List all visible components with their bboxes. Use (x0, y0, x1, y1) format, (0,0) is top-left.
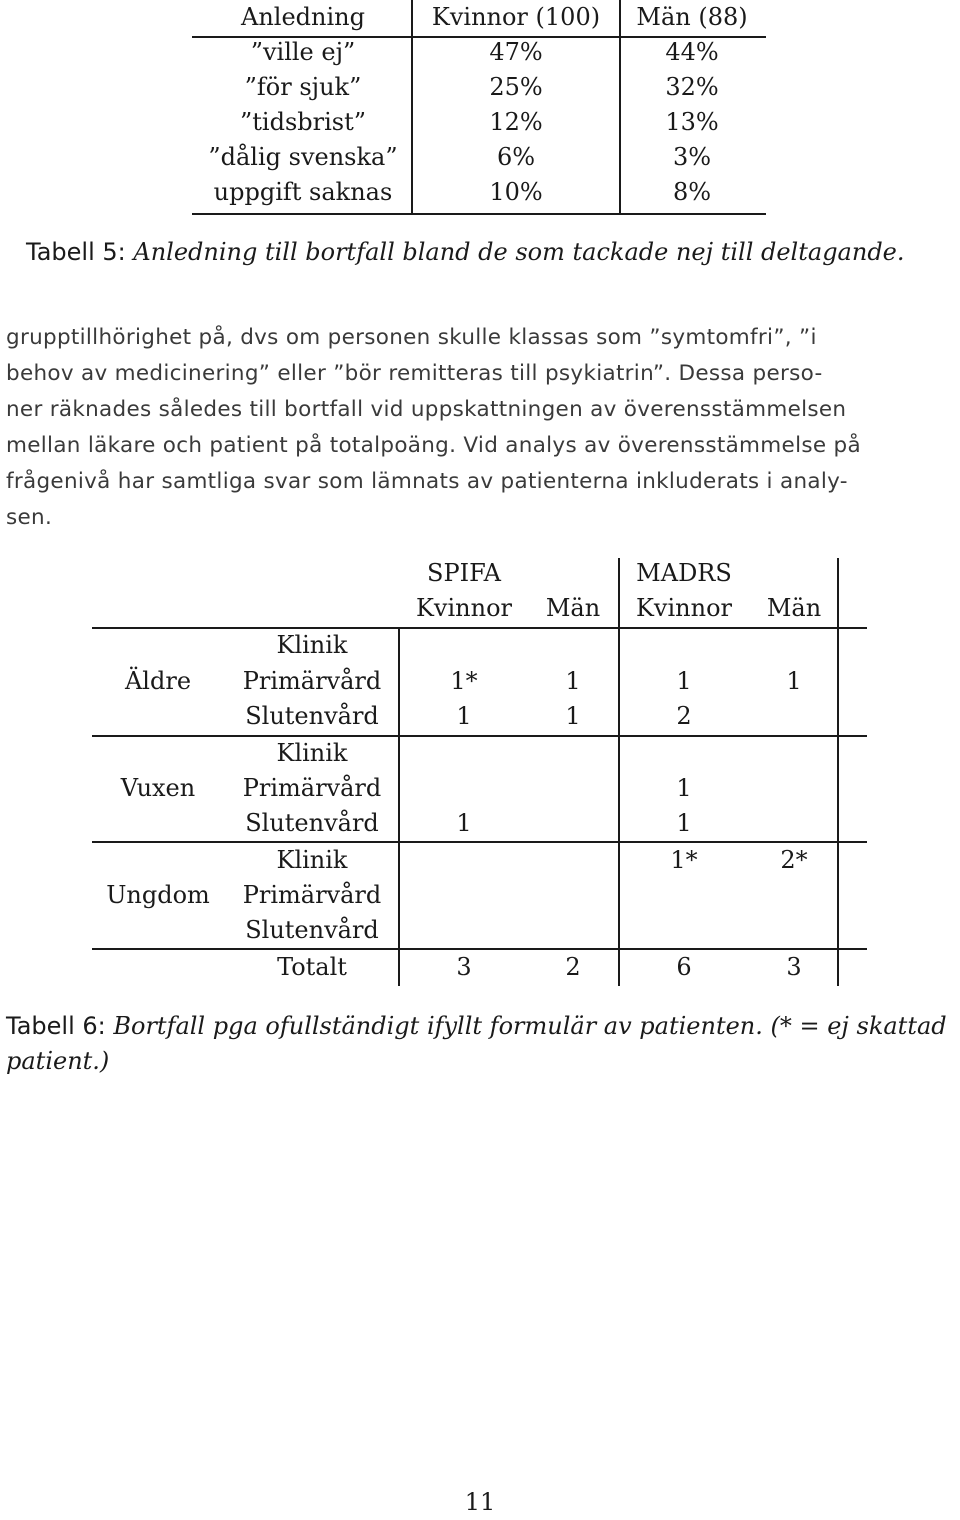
table-header-men: Män (88) (636, 3, 748, 31)
caption-text: Anledning till bortfall bland de som tackade nej till deltagande. (133, 238, 905, 266)
table-cell: 1 (456, 809, 472, 837)
table-cell: 12% (489, 108, 543, 136)
setting-label: Klinik (276, 739, 348, 767)
table-cell: 8% (672, 178, 712, 206)
paragraph-line: frågenivå har samtliga svar som lämnats av patienterna inkluderats i analy- (6, 469, 848, 494)
table-cell: 1 (565, 702, 581, 730)
table-column-divider (398, 628, 400, 986)
paragraph-line: mellan läkare och patient på totalpoäng. Vid analys av överensstämmelse på (6, 433, 861, 458)
table-cell: 13% (665, 108, 719, 136)
table-cell: ”dålig svenska” (208, 143, 398, 171)
table-rule (92, 627, 867, 629)
table-cell: 1* (670, 846, 698, 874)
table-5-caption (26, 238, 905, 266)
table-cell: 1 (786, 667, 802, 695)
table-cell: 1 (676, 809, 692, 837)
table-column-divider (618, 558, 620, 986)
sub-header-women: Kvinnor (636, 594, 732, 622)
table-cell: 1 (676, 774, 692, 802)
paragraph-line: ner räknades således till bortfall vid uppskattningen av överensstämmelsen (6, 397, 847, 422)
table-column-divider (619, 0, 621, 214)
caption-text: Bortfall pga ofullständigt ifyllt formulär av patienten. (* = ej skattad (113, 1012, 947, 1040)
group-label-vuxen: Vuxen (120, 774, 196, 802)
paragraph-line: grupptillhörighet på, dvs om personen skulle klassas som ”symtomfri”, ”i (6, 325, 817, 350)
group-label-aldre: Äldre (124, 667, 192, 695)
table-cell: uppgift saknas (213, 178, 393, 206)
sub-header-women: Kvinnor (416, 594, 512, 622)
paragraph-line: sen. (6, 505, 53, 530)
table-cell: 6% (496, 143, 536, 171)
table-6-caption (6, 1012, 947, 1040)
table-cell: 44% (665, 38, 719, 66)
group-label-ungdom: Ungdom (106, 881, 210, 909)
caption-label: Tabell 6: (6, 1012, 106, 1040)
caption-label: Tabell 5: (26, 238, 126, 266)
table-cell: 1 (676, 667, 692, 695)
setting-label: Primärvård (242, 667, 382, 695)
total-label: Totalt (277, 953, 347, 981)
table-cell: 47% (489, 38, 543, 66)
page-number: 11 (464, 1488, 496, 1516)
group-header-madrs: MADRS (636, 559, 732, 587)
table-rule (92, 841, 867, 843)
table-cell: 1* (450, 667, 478, 695)
setting-label: Klinik (276, 631, 348, 659)
table-rule (92, 735, 867, 737)
caption-text: patient.) (6, 1047, 110, 1075)
setting-label: Klinik (276, 846, 348, 874)
table-column-divider (411, 0, 413, 214)
table-header-reason: Anledning (241, 3, 365, 31)
paragraph-line: behov av medicinering” eller ”bör remitteras till psykiatrin”. Dessa perso- (6, 361, 823, 386)
table-rule (192, 213, 766, 215)
table-cell: 25% (489, 73, 543, 101)
setting-label: Primärvård (242, 774, 382, 802)
table-column-divider (837, 558, 839, 986)
table-cell: 32% (665, 73, 719, 101)
setting-label: Slutenvård (245, 916, 379, 944)
table-cell: 2* (780, 846, 808, 874)
total-value: 6 (676, 953, 692, 981)
setting-label: Primärvård (242, 881, 382, 909)
table-cell: 10% (489, 178, 543, 206)
sub-header-men: Män (766, 594, 822, 622)
table-cell: ”för sjuk” (244, 73, 362, 101)
table-rule (92, 948, 867, 950)
group-header-spifa: SPIFA (427, 559, 501, 587)
table-cell: 1 (456, 702, 472, 730)
table-cell: 1 (565, 667, 581, 695)
total-value: 3 (456, 953, 472, 981)
setting-label: Slutenvård (245, 702, 379, 730)
table-cell: ”ville ej” (250, 38, 356, 66)
table-header-women: Kvinnor (100) (431, 3, 601, 31)
total-value: 3 (786, 953, 802, 981)
table-cell: 3% (672, 143, 712, 171)
total-value: 2 (565, 953, 581, 981)
setting-label: Slutenvård (245, 809, 379, 837)
table-6-caption-continued (6, 1047, 109, 1075)
body-paragraph (6, 320, 956, 536)
table-cell: 2 (676, 702, 692, 730)
table-cell: ”tidsbrist” (239, 108, 366, 136)
sub-header-men: Män (545, 594, 601, 622)
